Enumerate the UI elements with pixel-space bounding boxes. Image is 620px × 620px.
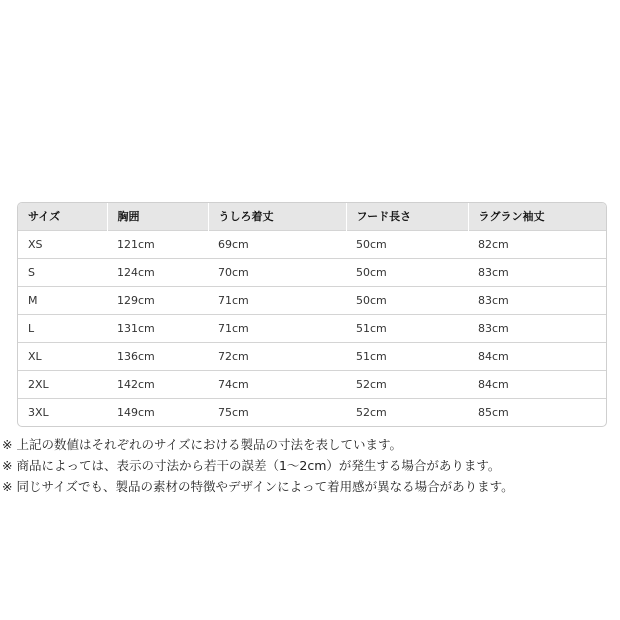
table-cell: 83cm [468, 314, 606, 342]
table-cell: 82cm [468, 230, 606, 258]
table-row [18, 398, 606, 426]
table-cell: 121cm [107, 230, 208, 258]
note-fit: ※ 同じサイズでも、製品の素材の特徴やデザインによって着用感が異なる場合があります。 [2, 479, 514, 494]
table-cell: 85cm [468, 398, 606, 426]
table-cell: 84cm [468, 342, 606, 370]
table-row [18, 230, 606, 258]
table-cell: 71cm [208, 314, 346, 342]
table-cell: XL [18, 342, 107, 370]
table-row [18, 342, 606, 370]
size-table-container [17, 202, 607, 427]
table-cell: 50cm [346, 258, 468, 286]
table-cell: 75cm [208, 398, 346, 426]
note-measurement: ※ 上記の数値はそれぞれのサイズにおける製品の寸法を表しています。 [2, 437, 402, 452]
size-notes [2, 434, 618, 497]
table-cell: M [18, 286, 107, 314]
table-cell: 83cm [468, 286, 606, 314]
table-cell: XS [18, 230, 107, 258]
table-cell: L [18, 314, 107, 342]
table-cell: 129cm [107, 286, 208, 314]
header-hood-length: フード長さ [346, 203, 468, 230]
table-cell: 70cm [208, 258, 346, 286]
table-row [18, 286, 606, 314]
table-cell: 52cm [346, 398, 468, 426]
note-tolerance: ※ 商品によっては、表示の寸法から若干の誤差（1～2cm）が発生する場合があります。 [2, 458, 501, 473]
table-row [18, 258, 606, 286]
table-cell: 84cm [468, 370, 606, 398]
table-cell: 50cm [346, 286, 468, 314]
table-cell: 72cm [208, 342, 346, 370]
table-cell: 71cm [208, 286, 346, 314]
table-cell: S [18, 258, 107, 286]
header-raglan-sleeve: ラグラン袖丈 [468, 203, 606, 230]
table-row [18, 370, 606, 398]
table-row [18, 314, 606, 342]
table-cell: 50cm [346, 230, 468, 258]
size-table [18, 203, 606, 426]
table-cell: 2XL [18, 370, 107, 398]
table-cell: 83cm [468, 258, 606, 286]
table-cell: 124cm [107, 258, 208, 286]
header-back-length: うしろ着丈 [208, 203, 346, 230]
header-chest: 胸囲 [107, 203, 208, 230]
table-cell: 3XL [18, 398, 107, 426]
table-cell: 131cm [107, 314, 208, 342]
header-size: サイズ [18, 203, 107, 230]
table-cell: 51cm [346, 342, 468, 370]
table-cell: 52cm [346, 370, 468, 398]
size-table-header-row [18, 203, 606, 230]
table-cell: 69cm [208, 230, 346, 258]
table-cell: 136cm [107, 342, 208, 370]
table-cell: 74cm [208, 370, 346, 398]
table-cell: 51cm [346, 314, 468, 342]
table-cell: 142cm [107, 370, 208, 398]
table-cell: 149cm [107, 398, 208, 426]
